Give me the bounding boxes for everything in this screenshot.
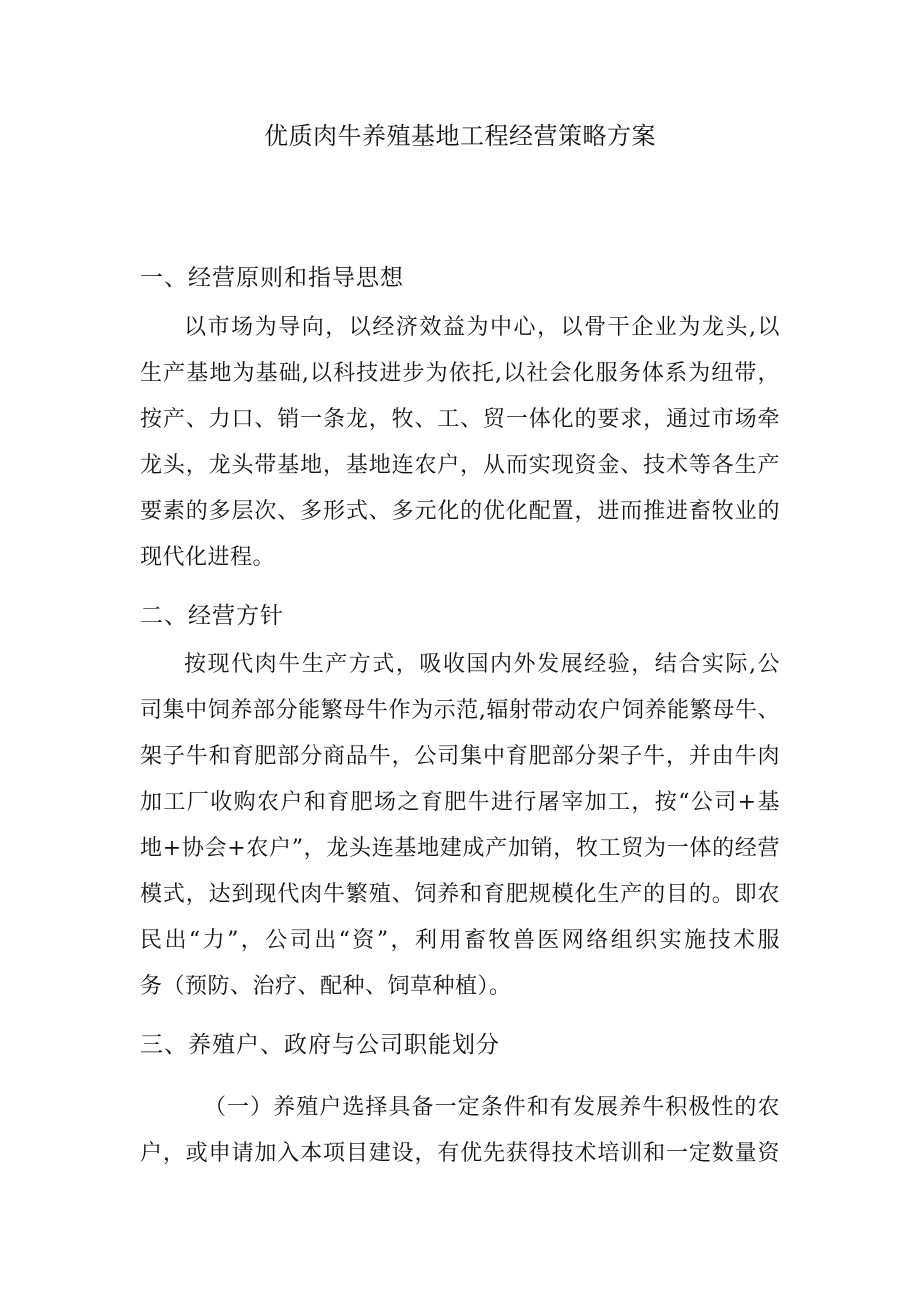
paragraph-line: 龙头，龙头带基地，基地连农户，从而实现资金、技术等各生产 [140, 453, 780, 478]
paragraph-line: （一）养殖户选择具备一定条件和有发展养牛积极性的农 [204, 1095, 780, 1120]
paragraph-line: 按产、力口、销一条龙，牧、工、贸一体化的要求，通过市场牵 [140, 407, 780, 432]
paragraph-line: 生产基地为基础,以科技进步为依托,以社会化服务体系为纽带， [140, 361, 780, 386]
paragraph-line: 务（预防、治疗、配种、饲草种植）。 [140, 974, 512, 999]
paragraph-line: 加工厂收购农户和育肥场之育肥牛进行屠宰加工，按“公司+基 [140, 790, 780, 815]
section-heading-3: 三、养殖户、政府与公司职能划分 [140, 1032, 500, 1058]
paragraph-line: 现代化进程。 [140, 545, 276, 570]
paragraph-line: 司集中饲养部分能繁母牛作为示范,辐射带动农户饲养能繁母牛、 [140, 698, 780, 723]
paragraph-line: 架子牛和育肥部分商品牛，公司集中育肥部分架子牛，并由牛肉 [140, 744, 780, 769]
section-heading-1: 一、经营原则和指导思想 [140, 265, 404, 291]
paragraph-line: 民出“力”，公司出“资”，利用畜牧兽医网络组织实施技术服 [140, 928, 780, 953]
paragraph-line: 以市场为导向，以经济效益为中心，以骨干企业为龙头,以 [184, 315, 780, 340]
section-paragraph-2 [140, 642, 780, 1010]
section-paragraph-1 [140, 305, 780, 581]
paragraph-line: 模式，达到现代肉牛繁殖、饲养和育肥规模化生产的目的。即农 [140, 882, 780, 907]
paragraph-line: 要素的多层次、多形式、多元化的优化配置，进而推进畜牧业的 [140, 499, 780, 524]
paragraph-line: 地+协会+农户”，龙头连基地建成产加销，牧工贸为一体的经营 [140, 836, 780, 861]
document-title: 优质肉牛养殖基地工程经营策略方案 [264, 122, 656, 150]
paragraph-line: 户，或申请加入本项目建设，有优先获得技术培训和一定数量资 [140, 1141, 780, 1166]
section-paragraph-3 [140, 1085, 780, 1177]
section-heading-2: 二、经营方针 [140, 603, 284, 629]
paragraph-line: 按现代肉牛生产方式，吸收国内外发展经验，结合实际,公 [184, 652, 780, 677]
